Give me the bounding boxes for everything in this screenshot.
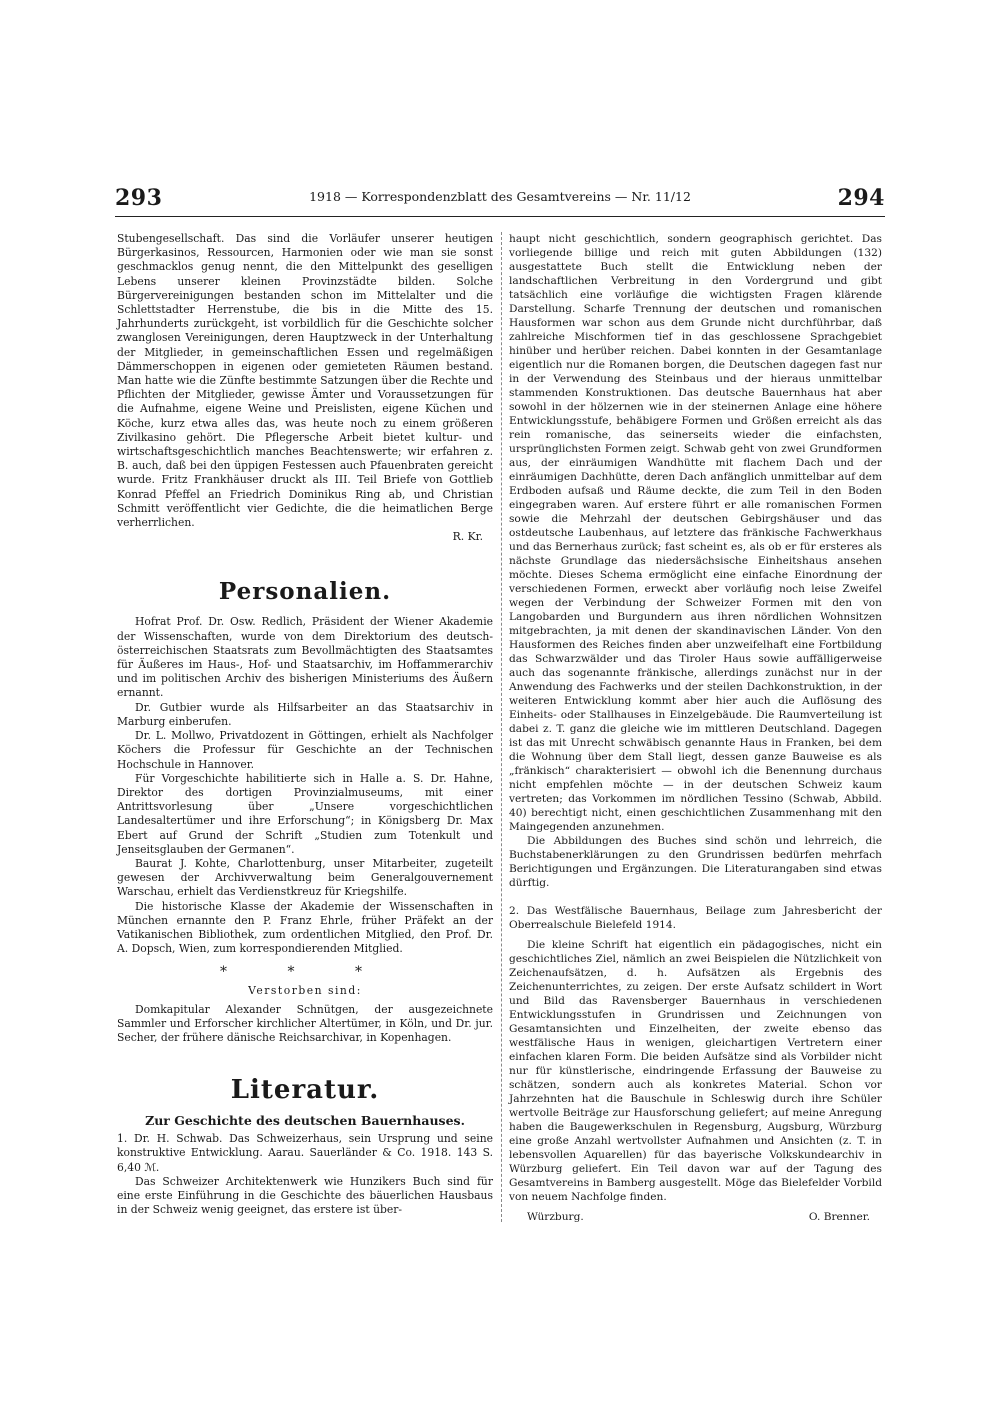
header-rule [115,216,885,217]
running-title: 1918 — Korrespondenzblatt des Gesamtvereins — Nr. 11/12 [309,189,691,204]
signoff-place: Würzburg. [527,1211,584,1223]
paragraph: haupt nicht geschichtlich, sondern geographisch gerichtet. Das vorliegende billige und reich mit guten Abbildungen (132) ausgestattete Buch stellt die Entwicklung neben der landschaftlichen Verbreitung in den Vordergrund und gibt tatsächlich eine vorläufige die wichtigsten Fragen klärende Darstellung. Scharfe Trennung der deutschen und romanischen Hausformen war schon aus dem Grunde nicht durchführbar, daß zahlreiche Mischformen tief in das geschlossene Sprachgebiet hinüber und herüber reichen. Dabei konnten in der Gesamtanlage eigentlich nur die Romanen borgen, die Deutschen dagegen fast nur in der Verwendung des Steinbaus und der hieraus unmittelbar stammenden Konstruktionen. Das deutsche Bauernhaus hat aber sowohl in der hölzernen wie in der steinernen Anlage eine höhere Entwicklungsstufe, behäbigere Formen und Größen erreicht als das rein romanische, das seinerseits wieder die einfachsten, ursprünglichsten Formen zeigt. Schwab geht von zwei Grundformen aus, der einräumigen Wandhütte mit flachem Dach und der einräumigen Dachhütte, deren Dach anfänglich unmittelbar auf dem Erdboden aufsaß und Räume deckte, die zum Teil in den Boden eingegraben waren. Auf erstere führt er alle romanischen Formen sowie die Mehrzahl der deutschen Gebirgshäuser und das ostdeutsche Laubenhaus, auf letztere das fränkische Fachwerkhaus und das Bernerhaus zurück; fast scheint es, als ob er für ersteres als nächste Grundlage das niedersächsische Einheitshaus ansehen möchte. Dieses Schema ermöglicht eine einfache Einordnung der verschiedenen Formen, erweckt aber vorläufig noch leise Zweifel wegen der Verbindung der Schweizer Formen mit den von Langobarden und Burgundern aus ihren nördlichen Wohnsitzen mitgebrachten, ja mit denen der skandinavischen Länder. Von den Hausformen des Reiches finden aber unzweifelhaft eine Fortbildung das Schwarzwälder und das Tiroler Haus sowie auffälligerweise auch das sogenannte fränkische, allerdings zunächst nur in der Anwendung des Fachwerks und der steilen Dachkonstruktion, in der weiteren Entwicklung kommt aber hier auch die Auflösung des Einheits- oder Stallhauses in Einzelgebäude. Die Raumverteilung ist dabei z. T. ganz die gleiche wie im mittleren Deutschland. Dagegen ist das mit Unrecht schwäbisch genannte Haus in Franken, bei dem die Wohnung über dem Stall liegt, dessen ganze Bauweise es als „fränkisch“ charakterisiert — obwohl ich die Benennung durchaus nicht empfehlen möchte — in der deutschen Schweiz kaum vertreten; das Vorkommen im nördlichen Tessino (Schwab, Abbild. 40) berechtigt nicht, einen geschichtlichen Zusammenhang mit den Maingegenden anzunehmen. [509,233,882,833]
left-column [117,232,493,1217]
section-title-personalien: Personalien. [218,578,392,606]
paragraph: Dr. L. Mollwo, Privatdozent in Göttingen, erhielt als Nachfolger Köchers die Professur für Geschichte an der Technischen Hochschule in Hannover. [117,729,493,771]
column-divider [501,232,502,1222]
paragraph: Das Schweizer Architektenwerk wie Hunzikers Buch sind für eine erste Einführung in die Geschichte des bäuerlichen Hausbaus in der Schweiz wenig geeignet, das erstere ist über- [117,1174,493,1217]
paragraph: Domkapitular Alexander Schnütgen, der ausgezeichnete Sammler und Erforscher kirchlicher Altertümer, in Köln, und Dr. jur. Secher, der frühere dänische Reichsarchivar, in Kopenhagen. [117,1002,493,1044]
paragraph: Die historische Klasse der Akademie der Wissenschaften in München ernannte den P. Franz Ehrle, früher Präfekt an der Vatikanischen Bibliothek, zum ordentlichen Mitglied, den Prof. Dr. A. Dopsch, Wien, zum korrespondierenden Mitglied. [117,899,493,956]
paragraph: Für Vorgeschichte habilitierte sich in Halle a. S. Dr. Hahne, Direktor des dortigen Provinzialmuseums, mit einer Antrittsvorlesung über „Unsere vorgeschichtlichen Landesaltertümer und ihre Erforschung“; in Königsberg Dr. Max Ebert auf Grund der Schrift „Studien zum Totenkult und Jenseitsglauben der Germanen“. [117,771,493,856]
verstorben-label: Verstorben sind: [248,984,362,998]
bibliography-entry: 1. Dr. H. Schwab. Das Schweizerhaus, sein Ursprung und seine konstruktive Entwicklung. Aarau. Sauerländer & Co. 1918. 143 S. 6,40 ℳ. [117,1132,493,1174]
paragraph: Hofrat Prof. Dr. Osw. Redlich, Präsident der Wiener Akademie der Wissenschaften, wurde von dem Direktorium des deutsch-österreichischen Staatsrats zum Bevollmächtigten des Staatsamtes für Äußeres im Haus-, Hof- und Staatsarchiv, im Hoffammerarchiv und im politischen Archiv des bisherigen Ministeriums des Äußern ernannt. [117,615,493,700]
asterism: * * * [220,964,390,981]
page-header [115,185,885,215]
page-number-right: 294 [837,185,885,211]
paragraph: Stubengesellschaft. Das sind die Vorläufer unserer heutigen Bürgerkasinos, Ressourcen, Harmonien oder wie man sie sonst geschmacklos genug nennt, die den Mittelpunkt des geselligen Lebens unserer kleinen Provinzstädte bilden. Solche Bürgervereinigungen bestanden schon im Mittelalter und die Schlettstadter Herrenstube, die bis in die Mitte des 15. Jahrhunderts zurückgeht, ist vorbildlich für die Geschichte solcher zwanglosen Vereinigungen, deren Hauptzweck in der Unterhaltung der Mitglieder, in gemeinschaftlichen Essen und regelmäßigen Dämmerschoppen in eigenen oder gemieteten Räumen bestand. Man hatte wie die Zünfte bestimmte Satzungen über die Rechte und Pflichten der Mitglieder, gewisse Ämter und Voraussetzungen für die Aufnahme, eigene Weine und Preislisten, eigene Küchen und Köche, kurz etwa alles das, was heute noch zu einem größeren Zivilkasino gehört. Die Pflegersche Arbeit bietet kultur- und wirtschaftsgeschichtlich manches Beachtenswerte; wir erfahren z. B. auch, daß bei den üppigen Festessen auch Pfauenbraten gereicht wurde. Fritz Frankhäuser druckt als III. Teil Briefe von Gottlieb Konrad Pfeffel an Friedrich Dominikus Ring ab, und Christian Schmitt veröffentlicht vier Gedichte, die die heimatlichen Berge verherrlichen. [117,232,493,530]
paragraph: Die Abbildungen des Buches sind schön und lehrreich, die Buchstabenerklärungen zu den Grundrissen bedürfen mehrfach Berichtigungen und Ergänzungen. Die Literaturangaben sind etwas dürftig. [509,835,882,889]
right-column [509,232,882,1224]
section-title-literatur: Literatur. [230,1075,380,1106]
signoff [509,1210,882,1224]
bibliography-entry: 2. Das Westfälische Bauernhaus, Beilage zum Jahresbericht der Oberrealschule Bielefeld 1914. [509,905,882,931]
signoff-author: O. Brenner. [808,1211,870,1223]
page-number-left: 293 [115,185,163,211]
paragraph: Dr. Gutbier wurde als Hilfsarbeiter an das Staatsarchiv in Marburg einberufen. [117,700,493,728]
reviewer-signature: R. Kr. [452,530,483,544]
subsection-title: Zur Geschichte des deutschen Bauernhauses. [145,1113,465,1129]
paragraph: Die kleine Schrift hat eigentlich ein pädagogisches, nicht ein geschichtliches Ziel, nämlich an zwei Beispielen die Nützlichkeit von Zeichenaufsätzen, d. h. Aufsätzen als Ergebnis des Zeichenunterrichtes, zu zeigen. Der erste Aufsatz schildert in Wort und Bild das Ravensberger Bauernhaus in verschiedenen Entwicklungsstufen in Grundrissen und Zeichnungen von Gesamtansichten und Einzelheiten, der zweite ebenso das westfälische Haus in wenigen, gleichartigen Vertretern einer einfachen klaren Form. Die beiden Aufsätze sind als Vorbilder nicht nur für künstlerische, eindringende Erfassung der Bauweise zu schätzen, sondern auch als konkretes Material. Schon vor Jahrzehnten hat die Bauschule in Schleswig durch ihre Schüler wertvolle Beiträge zur Hausforschung geliefert; auf meine Anregung haben die Baugewerkschulen in Regensburg, Augsburg, Würzburg eine große Anzahl wertvollster Aufnahmen und Ansichten (z. T. in lebensvollen Aquarellen) für das bayerische Volkskundearchiv in Würzburg geliefert. Ein Teil davon war auf der Tagung des Gesamtvereins in Bamberg ausgestellt. Möge das Bielefelder Vorbild von neuem Nachfolge finden. [509,939,882,1203]
paragraph: Baurat J. Kohte, Charlottenburg, unser Mitarbeiter, zugeteilt gewesen der Archivverwaltung beim Generalgouvernement Warschau, erhielt das Verdienstkreuz für Kriegshilfe. [117,856,493,899]
